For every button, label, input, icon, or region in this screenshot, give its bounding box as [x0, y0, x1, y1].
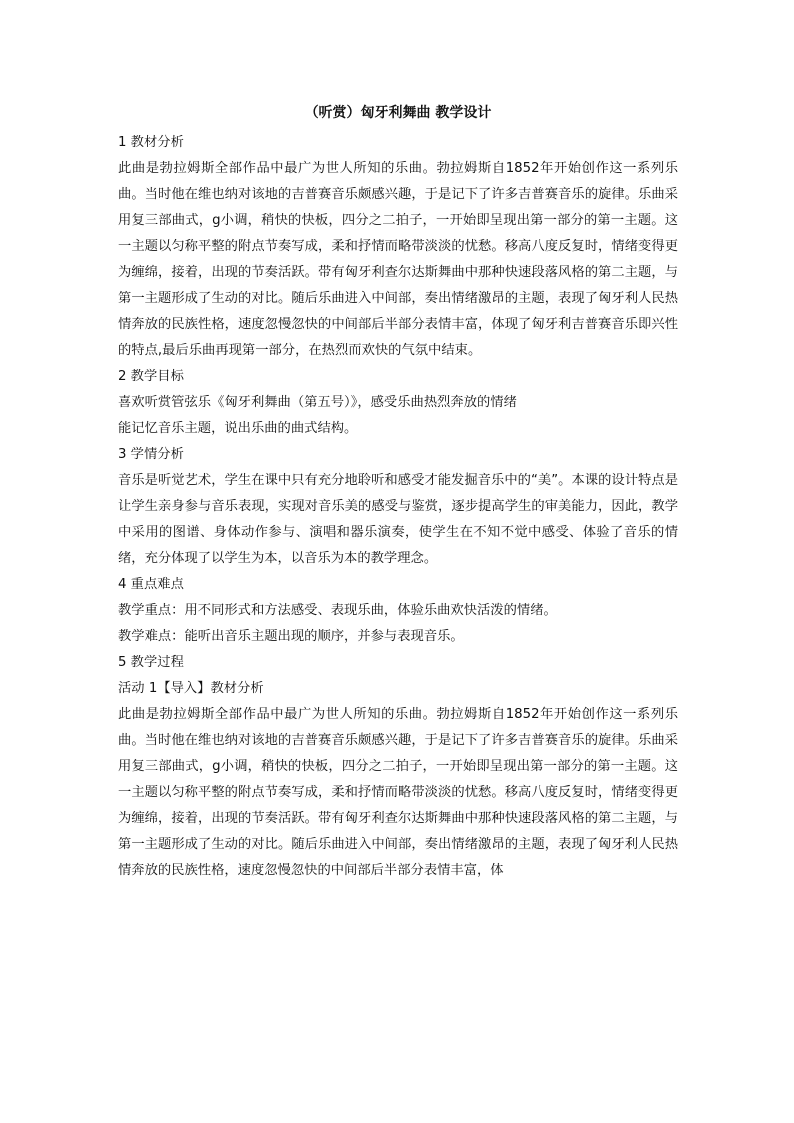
document-page — [118, 100, 678, 884]
key-point-line: 教学重点：用不同形式和方法感受、表现乐曲，体验乐曲欢快活泼的情绪。 — [118, 603, 557, 618]
section-textbook-analysis — [118, 130, 678, 364]
section-heading: 5 教学过程 — [118, 655, 184, 670]
section-key-points — [118, 572, 678, 650]
activity-heading: 活动 1【导入】教材分析 — [118, 681, 264, 696]
section-paragraph: 此曲是勃拉姆斯全部作品中最广为世人所知的乐曲。勃拉姆斯自1852年开始创作这一系列乐曲。当时他在维也纳对该地的吉普赛音乐颇感兴趣，于是记下了许多吉普赛音乐的旋律。乐曲采用复三部曲式，g小调，稍快的快板，四分之二拍子，一开始即呈现出第一部分的第一主题。这一主题以匀称平整的附点节奏写成，柔和抒情而略带淡淡的忧愁。移高八度反复时，情绪变得更为缠绵，接着，出现的节奏活跃。带有匈牙利查尔达斯舞曲中那种快速段落风格的第二主题，与第一主题形成了生动的对比。随后乐曲进入中间部，奏出情绪激昂的主题，表现了匈牙利人民热情奔放的民族性格，速度忽慢忽快的中间部后半部分表情丰富，体 — [118, 707, 678, 878]
difficulty-line: 教学难点：能听出音乐主题出现的顺序，并参与表现音乐。 — [118, 629, 464, 644]
section-heading: 2 教学目标 — [118, 369, 184, 384]
section-heading: 4 重点难点 — [118, 577, 184, 592]
section-paragraph: 此曲是勃拉姆斯全部作品中最广为世人所知的乐曲。勃拉姆斯自1852年开始创作这一系列乐曲。当时他在维也纳对该地的吉普赛音乐颇感兴趣，于是记下了许多吉普赛音乐的旋律。乐曲采用复三部曲式，g小调，稍快的快板，四分之二拍子，一开始即呈现出第一部分的第一主题。这一主题以匀称平整的附点节奏写成，柔和抒情而略带淡淡的忧愁。移高八度反复时，情绪变得更为缠绵，接着，出现的节奏活跃。带有匈牙利查尔达斯舞曲中那种快速段落风格的第二主题，与第一主题形成了生动的对比。随后乐曲进入中间部，奏出情绪激昂的主题，表现了匈牙利人民热情奔放的民族性格，速度忽慢忽快的中间部后半部分表情丰富，体现了匈牙利吉普赛音乐即兴性的特点,最后乐曲再现第一部分，在热烈而欢快的气氛中结束。 — [118, 161, 678, 358]
section-teaching-goals — [118, 364, 678, 442]
section-paragraph: 音乐是听觉艺术，学生在课中只有充分地聆听和感受才能发掘音乐中的“美”。本课的设计特点是让学生亲身参与音乐表现，实现对音乐美的感受与鉴赏，逐步提高学生的审美能力，因此，教学中采用的图谱、身体动作参与、演唱和器乐演奏，使学生在不知不觉中感受、体验了音乐的情绪，充分体现了以学生为本，以音乐为本的教学理念。 — [118, 473, 678, 566]
section-heading: 1 教材分析 — [118, 135, 184, 150]
document-title: （听赏）匈牙利舞曲 教学设计 — [304, 105, 492, 121]
goal-line: 喜欢听赏管弦乐《匈牙利舞曲（第五号）》，感受乐曲热烈奔放的情绪 — [118, 395, 517, 410]
section-learner-analysis — [118, 442, 678, 572]
goal-line: 能记忆音乐主题，说出乐曲的曲式结构。 — [118, 421, 358, 436]
section-teaching-process — [118, 650, 678, 884]
section-heading: 3 学情分析 — [118, 447, 184, 462]
